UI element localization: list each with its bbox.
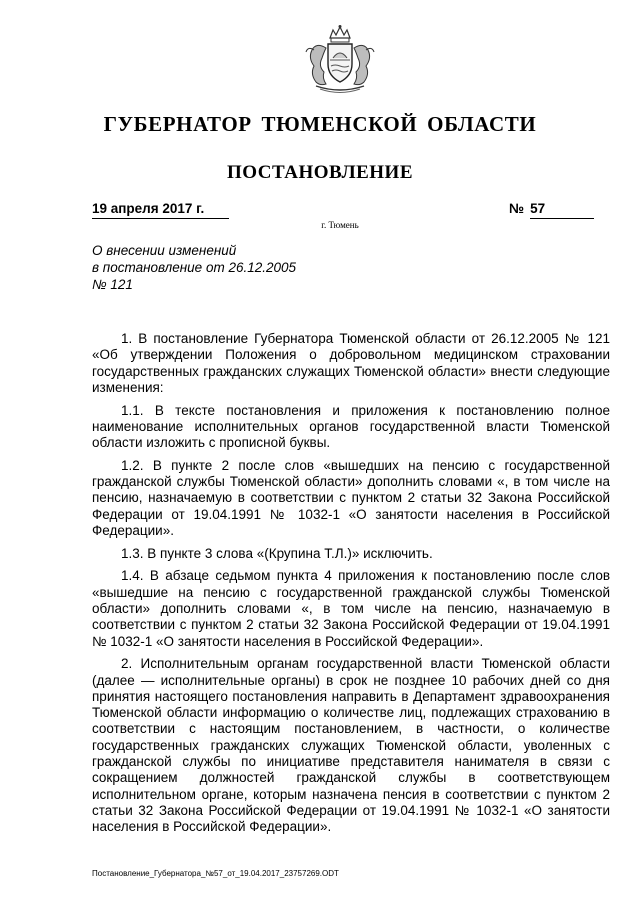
coat-of-arms-emblem — [302, 24, 378, 94]
footer-filename: Постановление_Губернатора_№57_от_19.04.2017_23757269.ODT — [92, 869, 339, 878]
document-date: 19 апреля 2017 г. — [92, 201, 229, 219]
issuing-authority-title: ГУБЕРНАТОР ТЮМЕНСКОЙ ОБЛАСТИ — [103, 112, 537, 136]
body-paragraph: 1.2. В пункте 2 после слов «вышедших на пенсию с государственной гражданской службы Тюменской области» дополнить словами «, в том числе на пенсию, назначаемую в соответствии с пунктом 2 статьи 32 Закона Российской Федерации от 19.04.1991 № 1032-1 «О занятости населения в Российской Федерации». — [92, 457, 610, 539]
document-type-title: ПОСТАНОВЛЕНИЕ — [226, 162, 414, 183]
body-paragraph: 1. В постановление Губернатора Тюменской области от 26.12.2005 № 121 «Об утверждении Положения о добровольном медицинском страховании государственных гражданских служащих Тюменской области» внести следующие изменения: — [92, 331, 610, 395]
body-paragraph: 1.4. В абзаце седьмом пункта 4 приложения к постановлению после слов «вышедшие на пенсию с государственной гражданской службы Тюменской области» дополнить словами «, в том числе на пенсию, назначаемую в соответствии с пунктом 2 статьи 32 Закона Российской Федерации от 19.04.1991 № 1032-1 «О занятости населения в Российской Федерации». — [92, 568, 610, 649]
subject-line: в постановление от 26.12.2005 — [92, 260, 297, 275]
document-body — [92, 331, 610, 842]
document-city: г. Тюмень — [321, 220, 359, 230]
document-subject — [92, 242, 296, 293]
document-number-value: 57 — [530, 201, 594, 219]
subject-line: № 121 — [92, 277, 133, 292]
document-number-label: № — [509, 201, 525, 216]
body-paragraph: 2. Исполнительным органам государственной власти Тюменской области (далее — исполнительные органы) в срок не позднее 10 рабочих дней со дня принятия настоящего постановления направить в Департамент здравоохранения Тюменской области информацию о количестве лиц, подлежащих страхованию в соответствии с настоящим постановлением, в частности, о количестве государственных гражданских служащих Тюменской области, уволенных с гражданской службы по инициативе представителя нанимателя в связи с сокращением должностей гражданской службы в соответствующем исполнительном органе, которым назначена пенсия в соответствии с пунктом 2 статьи 32 Закона Российской Федерации от 19.04.1991 № 1032-1 «О занятости населения в Российской Федерации». — [92, 656, 610, 835]
subject-line: О внесении изменений — [92, 243, 237, 258]
document-number — [509, 201, 594, 219]
body-paragraph: 1.1. В тексте постановления и приложения к постановлению полное наименование исполнительных органов государственной власти Тюменской области изложить с прописной буквы. — [92, 402, 610, 451]
body-paragraph: 1.3. В пункте 3 слова «(Крупина Т.Л.)» исключить. — [121, 545, 433, 561]
